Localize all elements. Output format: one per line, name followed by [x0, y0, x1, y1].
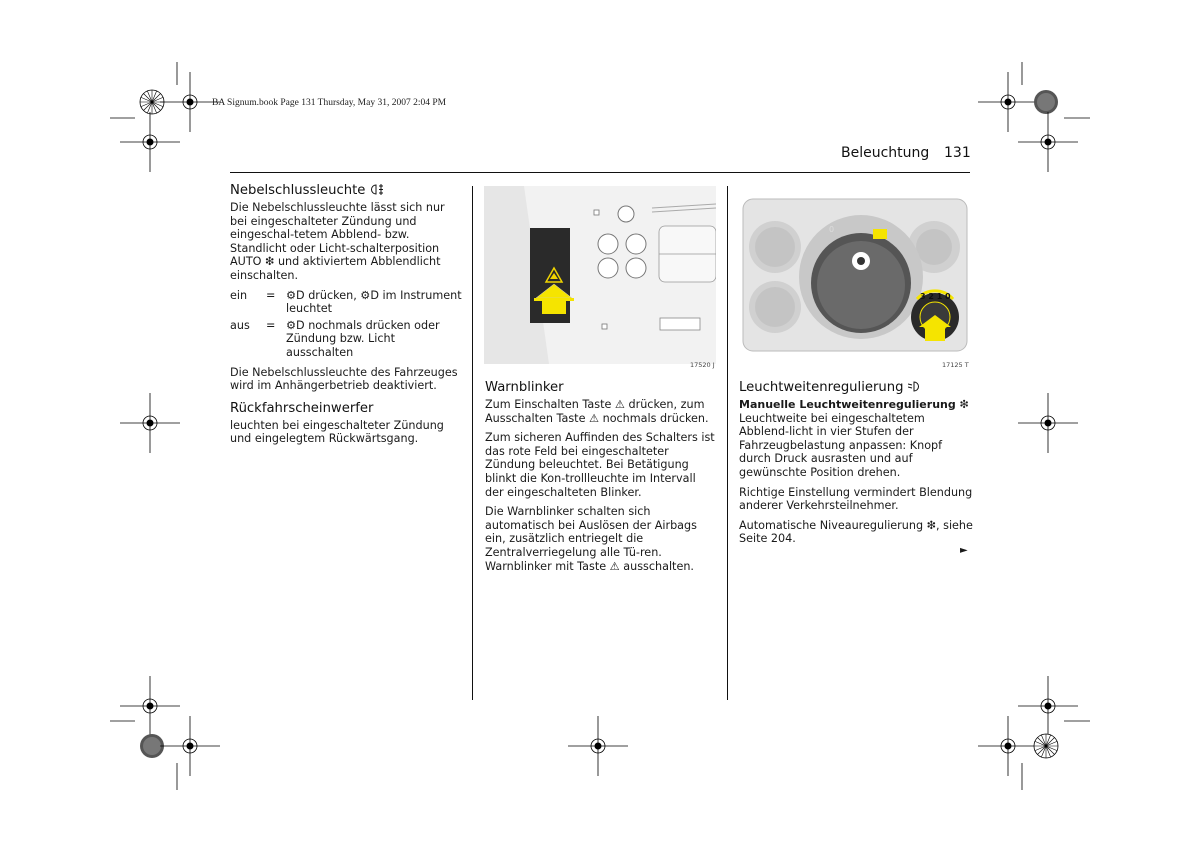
fog-row-on [230, 289, 462, 316]
fog-light-icon [370, 184, 384, 195]
column-2 [485, 380, 717, 579]
hazard-switch-illustration [484, 186, 716, 364]
headlight-range-icon [908, 381, 920, 392]
row-key: aus [230, 318, 250, 332]
figure-number-light: 17125 T [942, 361, 969, 369]
hazard-title: Warnblinker [485, 380, 564, 395]
reverse-paragraph: leuchten bei eingeschalteter Zündung und eingelegtem Rückwärtsgang. [230, 418, 444, 446]
continue-arrow: ► [960, 545, 968, 556]
headlight-paragraph-3: Automatische Niveauregulierung ❇, siehe Seite 204. [739, 518, 973, 546]
column-3 [739, 380, 973, 552]
row-eq: = [266, 318, 276, 332]
hazard-paragraph-2: Zum sicheren Auffinden des Schalters ist das rote Feld bei eingeschalteter Zündung beleuchtet. Bei Betätigung blinkt die Kon-trollleuchte im Intervall der eingeschalteten Blinker. [485, 431, 715, 499]
row-key: ein [230, 288, 248, 302]
headlight-range-heading [739, 380, 973, 396]
hazard-paragraph-3: Die Warnblinker schalten sich automatisch bei Auslösen der Airbags ein, zusätzlich entriegelt die Zentralverriegelung alle Tü-ren. Warnblinker mit Taste ⚠ ausschalten. [485, 505, 697, 573]
page-number: 131 [944, 145, 971, 161]
fog-row-off [230, 319, 462, 360]
dial-zero-label: 0 [829, 225, 835, 234]
figure-number-hazard: 17520 J [690, 361, 715, 369]
headlight-paragraph-2: Richtige Einstellung vermindert Blendung anderer Verkehrsteilnehmer. [739, 485, 973, 513]
column-divider-2 [727, 186, 728, 700]
fog-title: Nebelschlussleuchte [230, 183, 366, 198]
hazard-paragraph-1: Zum Einschalten Taste ⚠ drücken, zum Ausschalten Taste ⚠ nochmals drücken. [485, 398, 709, 425]
fog-paragraph-2: Die Nebelschlussleuchte des Fahrzeuges wird im Anhängerbetrieb deaktiviert. [230, 365, 458, 393]
row-eq: = [266, 288, 276, 302]
manual-headlight-subtitle: Manuelle Leuchtweitenregulierung ❇ [739, 398, 969, 411]
section-title: Beleuchtung [841, 145, 930, 161]
column-divider-1 [472, 186, 473, 700]
light-switch-illustration [739, 195, 971, 357]
headlight-range-title: Leuchtweitenregulierung [739, 380, 904, 395]
fog-paragraph-1: Die Nebelschlussleuchte lässt sich nur bei eingeschalteter Zündung und eingeschal-tetem Abblend- bzw. Standlicht oder Licht-schalterposition AUTO ❇ und aktiviertem Abblendlicht einschalten. [230, 201, 445, 282]
print-info: BA Signum.book Page 131 Thursday, May 31, 2007 2:04 PM [212, 98, 447, 108]
row-value: ⚙D drücken, ⚙D im Instrument leuchtet [286, 288, 462, 316]
fog-heading [230, 183, 462, 199]
row-value: ⚙D nochmals drücken oder Zündung bzw. Licht ausschalten [286, 318, 440, 359]
dial-scale-labels: 3 2 1 0 [920, 292, 951, 301]
header-rule [230, 172, 970, 173]
headlight-paragraph-1: Leuchtweite bei eingeschaltetem Abblend-licht in vier Stufen der Fahrzeugbelastung anpassen: Knopf durch Druck ausrasten und auf gewünschte Position drehen. [739, 411, 943, 479]
reverse-title: Rückfahrscheinwerfer [230, 400, 374, 416]
column-1 [230, 183, 462, 452]
